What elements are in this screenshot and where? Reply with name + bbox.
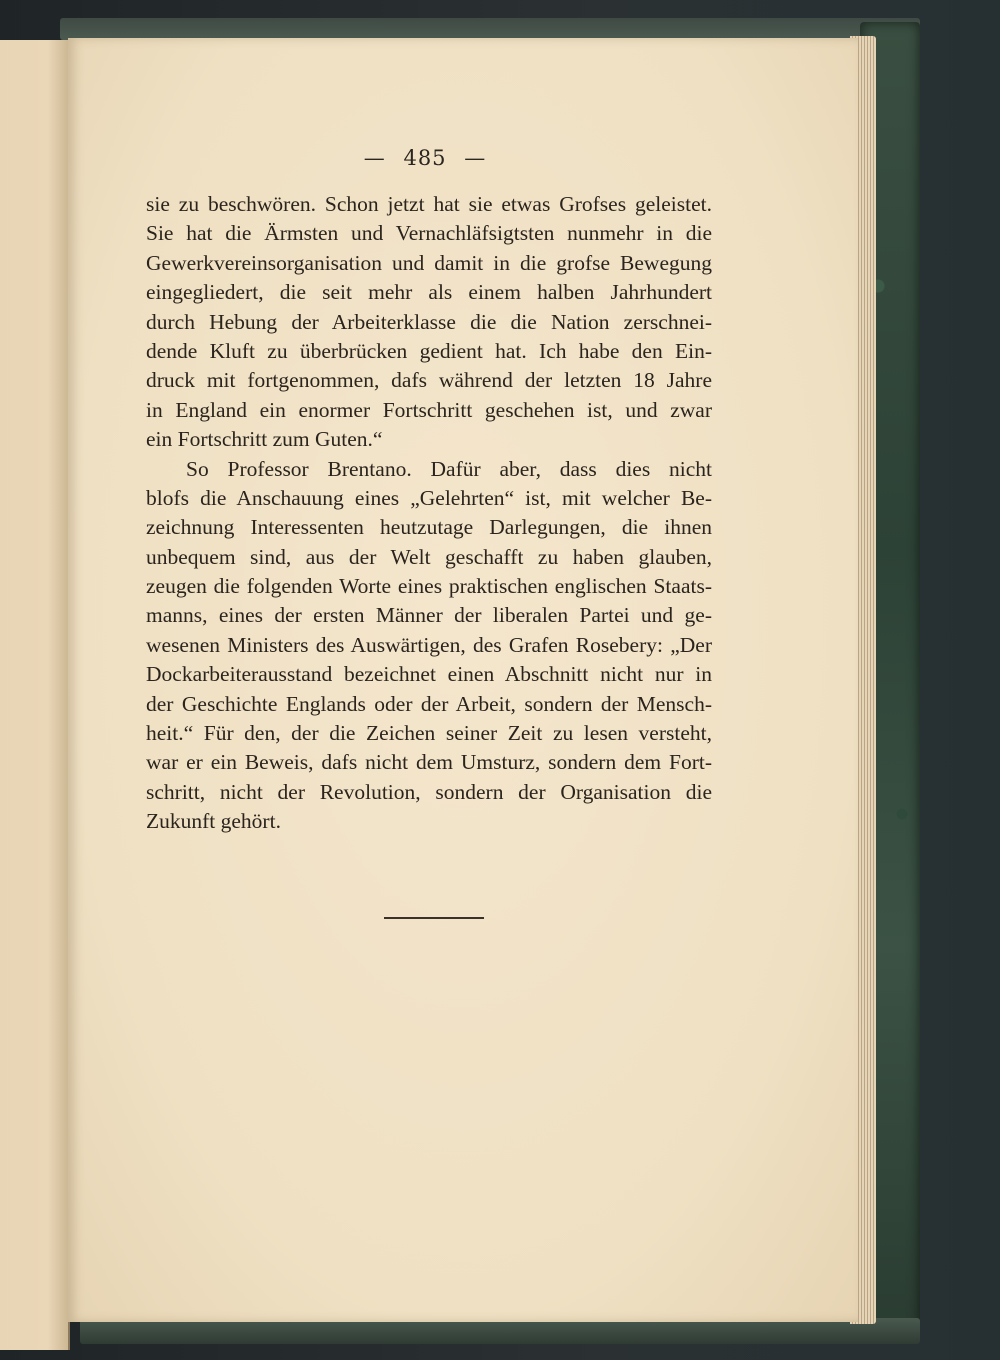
text-line: unbequem sind, aus der Welt geschafft zu haben glauben,: [146, 544, 712, 569]
page-number-dash-left: —: [363, 146, 386, 170]
body-text: [146, 190, 712, 837]
text-line: Zukunft gehört.: [146, 809, 281, 834]
text-line: manns, eines der ersten Männer der liberalen Partei und ge-: [146, 603, 712, 628]
book-top-board: [60, 18, 920, 40]
paragraph-1: [146, 190, 712, 455]
text-line: So Professor Brentano. Dafür aber, dass dies nicht: [186, 456, 712, 481]
text-line: zeugen die folgenden Worte eines praktischen englischen Staats-: [146, 574, 712, 599]
text-line: eingegliedert, die seit mehr als einem halben Jahrhundert: [146, 280, 712, 305]
text-line: zeichnung Interessenten heutzutage Darlegungen, die ihnen: [146, 515, 712, 540]
text-line: ein Fortschritt zum Guten.“: [146, 427, 383, 452]
text-line: sie zu beschwören. Schon jetzt hat sie etwas Grofses geleistet.: [146, 192, 712, 216]
text-line: der Geschichte Englands oder der Arbeit, sondern der Mensch-: [146, 691, 712, 716]
text-line: blofs die Anschauung eines „Gelehrten“ ist, mit welcher Be-: [146, 485, 712, 510]
page-number-dash-right: —: [464, 146, 487, 170]
text-line: Dockarbeiterausstand bezeichnet einen Abschnitt nicht nur in: [146, 662, 712, 687]
text-line: in England ein enormer Fortschritt geschehen ist, und zwar: [146, 397, 712, 422]
text-line: durch Hebung der Arbeiterklasse die die Nation zerschnei-: [146, 309, 712, 334]
text-line: war er ein Beweis, dafs nicht dem Umsturz, sondern dem Fort-: [146, 750, 712, 775]
text-line: Gewerkvereinsorganisation und damit in die grofse Bewegung: [146, 250, 712, 275]
previous-page-edge: [0, 40, 70, 1350]
paragraph-2: [146, 455, 712, 837]
text-line: schritt, nicht der Revolution, sondern der Organisation die: [146, 779, 712, 804]
text-line: heit.“ Für den, der die Zeichen seiner Zeit zu lesen versteht,: [146, 721, 712, 746]
text-line: wesenen Ministers des Auswärtigen, des Grafen Rosebery: „Der: [146, 632, 712, 657]
text-line: Sie hat die Ärmsten und Vernachläfsigtsten nunmehr in die: [146, 221, 712, 246]
closing-rule: [384, 917, 484, 919]
page-number: 485: [403, 146, 447, 170]
text-line: dende Kluft zu überbrücken gedient hat. Ich habe den Ein-: [146, 338, 712, 363]
page-number-header: [0, 146, 850, 170]
text-line: druck mit fortgenommen, dafs während der letzten 18 Jahre: [146, 368, 712, 393]
